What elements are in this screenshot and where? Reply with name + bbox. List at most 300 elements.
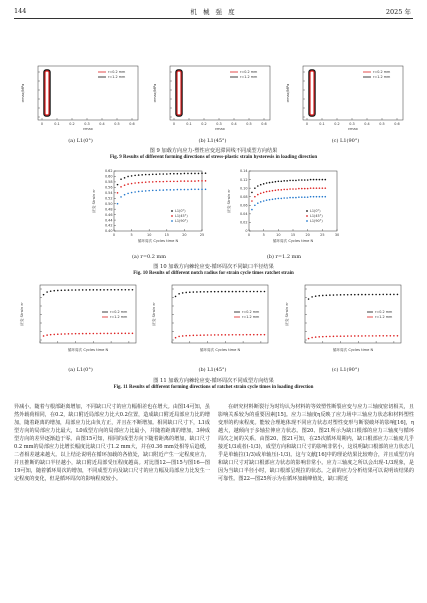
data-point <box>316 179 318 181</box>
data-point <box>257 194 259 196</box>
data-point <box>61 333 63 335</box>
data-point <box>333 336 335 338</box>
data-point <box>289 197 291 199</box>
data-point <box>278 198 280 200</box>
fig10b-caption: (b) r=1.2 mm <box>266 254 302 260</box>
x-tick-label: 0 <box>305 122 309 126</box>
data-point <box>228 291 230 293</box>
y-tick-label: 0.50 <box>104 201 113 206</box>
data-point <box>350 294 352 296</box>
x-tick-label: 0.1 <box>186 122 192 126</box>
data-point <box>114 333 116 335</box>
fig9c-caption: (c) L1(90°) <box>331 138 360 144</box>
data-point <box>173 173 175 175</box>
data-point <box>318 295 320 297</box>
data-point <box>201 180 203 182</box>
data-point <box>177 173 179 175</box>
data-point <box>131 183 133 185</box>
legend-label: L1(90°) <box>310 219 323 224</box>
data-point <box>260 291 262 293</box>
body-right-column <box>218 403 414 483</box>
legend-label: r=1.2 mm <box>375 315 393 320</box>
data-point <box>120 196 122 198</box>
x-tick-label: 0.3 <box>216 122 222 126</box>
data-point <box>117 192 119 194</box>
data-point <box>191 180 193 182</box>
data-point <box>196 334 198 336</box>
data-point <box>308 298 310 300</box>
data-point <box>71 289 73 291</box>
data-point <box>295 197 297 199</box>
data-point <box>257 202 259 204</box>
data-point <box>278 180 280 182</box>
data-point <box>298 196 300 198</box>
legend-label: r=1.2 mm <box>242 315 260 320</box>
data-point <box>316 187 318 189</box>
data-point <box>82 289 84 291</box>
data-point <box>194 188 196 190</box>
fig9b-caption: (b) L1(45°) <box>198 138 227 144</box>
x-tick-label: 0.6 <box>129 122 135 126</box>
data-point <box>201 172 203 174</box>
data-point <box>266 182 268 184</box>
data-point <box>225 334 227 336</box>
x-tick-label: 0.4 <box>364 122 370 126</box>
y-tick-label: 0.62 <box>104 169 113 174</box>
data-point <box>301 196 303 198</box>
data-point <box>266 191 268 193</box>
data-point <box>93 333 95 335</box>
legend-marker <box>171 220 173 222</box>
data-point <box>53 290 55 292</box>
data-point <box>71 333 73 335</box>
x-tick-label: 5 <box>262 233 265 237</box>
legend-label: L1(0°) <box>310 209 321 214</box>
x-tick-label: 20 <box>305 233 310 237</box>
data-point <box>148 174 150 176</box>
data-point <box>313 187 315 189</box>
data-point <box>382 335 384 337</box>
data-point <box>180 173 182 175</box>
data-point <box>138 191 140 193</box>
data-point <box>127 193 129 195</box>
data-point <box>57 290 59 292</box>
data-point <box>114 289 116 291</box>
data-point <box>187 189 189 191</box>
y-tick-label: 0.14 <box>239 169 248 174</box>
data-point <box>61 289 63 291</box>
legend-label-r1.2: r=1.2 mm <box>240 75 258 80</box>
y-tick-label: 0.08 <box>239 194 248 199</box>
data-point <box>319 179 321 181</box>
data-point <box>210 291 212 293</box>
data-point <box>85 333 87 335</box>
data-point <box>301 188 303 190</box>
fig11b-caption: (b) L1(45°) <box>198 367 227 373</box>
fig9-caption-en: Fig. 9 Results of different forming directions of stress-plastic strain hysteresis in loading direction <box>109 155 318 160</box>
data-point <box>283 197 285 199</box>
data-point <box>177 189 179 191</box>
data-point <box>189 335 191 337</box>
y-tick-label: 0.56 <box>104 185 113 190</box>
data-point <box>298 188 300 190</box>
x-tick-label: 0.4 <box>231 122 237 126</box>
data-point <box>365 294 367 296</box>
data-point <box>50 334 52 336</box>
data-point <box>125 289 127 291</box>
data-point <box>368 294 370 296</box>
data-point <box>386 294 388 296</box>
legend-label-r0.2: r=0.2 mm <box>240 70 258 75</box>
data-point <box>304 196 306 198</box>
data-point <box>117 184 119 186</box>
data-point <box>257 334 259 336</box>
data-point <box>307 179 309 181</box>
data-point <box>322 295 324 297</box>
data-point <box>304 179 306 181</box>
data-point <box>89 333 91 335</box>
data-point <box>210 334 212 336</box>
x-tick-label: 0.5 <box>114 122 120 126</box>
data-point <box>64 333 66 335</box>
data-point <box>286 197 288 199</box>
data-point <box>264 334 266 336</box>
legend-label: L1(45°) <box>310 214 323 219</box>
y-axis-label: σmax/MPa <box>21 83 25 103</box>
y-tick-label: 0.44 <box>104 218 113 223</box>
data-point <box>159 189 161 191</box>
data-point <box>203 334 205 336</box>
x-tick-label: 0.3 <box>84 122 90 126</box>
fig11-caption-en: Fig. 11 Results of different forming directions of ratchet strain cycle times in loading direction <box>113 385 314 390</box>
data-point <box>283 189 285 191</box>
data-point <box>201 188 203 190</box>
data-point <box>196 291 198 293</box>
data-point <box>134 175 136 177</box>
fig9a-caption: (a) L1(0°) <box>68 138 93 144</box>
legend-label-r1.2: r=1.2 mm <box>108 75 126 80</box>
data-point <box>313 196 315 198</box>
data-point <box>292 197 294 199</box>
y-axis-label: σmax/MPa <box>153 83 157 103</box>
data-point <box>253 334 255 336</box>
legend-marker <box>171 210 173 212</box>
data-point <box>354 294 356 296</box>
data-point <box>43 294 45 296</box>
data-point <box>336 335 338 337</box>
x-tick-label: 0.5 <box>379 122 385 126</box>
y-tick-label: 0.06 <box>239 203 248 208</box>
year: 2025 年 <box>385 8 411 16</box>
data-point <box>397 335 399 337</box>
data-point <box>162 181 164 183</box>
data-point <box>170 189 172 191</box>
loop-r0.2mm <box>45 71 49 115</box>
y-axis-label: σmax/MPa <box>286 83 290 103</box>
data-point <box>272 190 274 192</box>
data-point <box>131 175 133 177</box>
data-point <box>235 291 237 293</box>
y-tick-label: 0.46 <box>104 212 113 217</box>
data-point <box>260 201 262 203</box>
loop-r0.2mm <box>177 71 181 115</box>
data-point <box>390 335 392 337</box>
data-point <box>311 296 313 298</box>
data-point <box>225 291 227 293</box>
data-point <box>180 189 182 191</box>
data-point <box>134 182 136 184</box>
x-axis-label: 循环周次 Cycles time N <box>332 348 374 352</box>
data-point <box>313 179 315 181</box>
fig11-caption-cn: 图 11 加载方向棘轮应变-循环周次不同成型方向结果 <box>153 378 274 384</box>
data-point <box>141 182 143 184</box>
x-axis-label: εmax <box>348 127 358 131</box>
data-point <box>132 333 134 335</box>
data-point <box>131 192 133 194</box>
data-point <box>266 199 268 201</box>
data-point <box>103 333 105 335</box>
y-tick-label: 0.40 <box>104 229 113 234</box>
data-point <box>365 335 367 337</box>
data-point <box>307 196 309 198</box>
data-point <box>132 289 134 291</box>
data-point <box>128 289 130 291</box>
legend-label-r0.2: r=0.2 mm <box>373 70 391 75</box>
data-point <box>194 173 196 175</box>
data-point <box>379 335 381 337</box>
data-point <box>275 189 277 191</box>
x-tick-label: 0.3 <box>349 122 355 126</box>
data-point <box>170 181 172 183</box>
data-point <box>166 189 168 191</box>
data-point <box>232 334 234 336</box>
data-point <box>93 289 95 291</box>
data-point <box>110 289 112 291</box>
legend-label-r0.2: r=0.2 mm <box>108 70 126 75</box>
x-tick-label: 0.6 <box>261 122 267 126</box>
data-point <box>235 334 237 336</box>
data-point <box>182 292 184 294</box>
x-tick-label: 30 <box>334 233 340 237</box>
data-point <box>85 289 87 291</box>
data-point <box>124 194 126 196</box>
body-left-paragraph: 异减小。随着与根部距离增加，不同缺口尺寸的应力幅相差也在增大。由图14可知，虽然外载荷相同，在0.2，缺口附近局部应力比大0.2位置，造成缺口附近局部应力比的增加，随着距离的增加，局部应力比由负方正，并且在不断增加。相同缺口尺寸下，L1成型方向的局部应力比最大，L0成型方向的局部应力比最小，并随着距离的增加，3种成型方向的差异逐渐趋于零。由图15可知，相同的成型方向下随着距离的增加，缺口尺寸0.2 mm的局部应力比增长幅度比缺口尺寸1.2 mm大，并在0.36 mm处相等后趋缓，二者相差越来越大。以上结论说明在循环加载的各值处，缺口附近产生一定程度应力，并且推断的缺口半径越小，缺口附近局部受压程度越高。对比图12—图15与图16—图19可知，随着循环周次的增加，不同成型方向及缺口尺寸的应力幅及局部应力比发生一定程度的变化，但是循环周次的影响程度较小。 <box>14 404 210 483</box>
data-point <box>278 189 280 191</box>
x-tick-label: 0 <box>40 122 44 126</box>
data-point <box>263 200 265 202</box>
y-axis-label: 应变 Strain εr <box>227 189 231 213</box>
y-tick-label: 0 <box>245 229 248 234</box>
data-point <box>198 173 200 175</box>
data-point <box>239 334 241 336</box>
data-point <box>329 336 331 338</box>
data-point <box>189 291 191 293</box>
data-point <box>260 334 262 336</box>
data-point <box>125 333 127 335</box>
y-axis-label: 应变 Strain εr <box>285 302 289 326</box>
data-point <box>117 333 119 335</box>
legend-marker <box>306 215 308 217</box>
data-point <box>162 173 164 175</box>
fig10a-plot <box>90 168 208 250</box>
data-point <box>246 334 248 336</box>
data-point <box>75 333 77 335</box>
legend-label: r=0.2 mm <box>375 310 393 315</box>
data-point <box>358 335 360 337</box>
data-point <box>145 181 147 183</box>
data-point <box>301 179 303 181</box>
data-point <box>311 337 313 339</box>
data-point <box>228 334 230 336</box>
data-point <box>289 188 291 190</box>
data-point <box>372 335 374 337</box>
x-tick-label: 10 <box>276 233 281 237</box>
fig10b-plot <box>225 168 343 250</box>
y-tick-label: 0.02 <box>239 220 248 225</box>
fig9a-plot <box>18 62 143 134</box>
data-point <box>152 190 154 192</box>
fig10-caption-en: Fig. 10 Results of different notch radius for strain cycle times ratchet strain <box>133 271 294 276</box>
data-point <box>393 294 395 296</box>
data-point <box>180 180 182 182</box>
data-point <box>200 291 202 293</box>
data-point <box>43 335 45 337</box>
x-tick-label: 25 <box>320 233 325 237</box>
data-point <box>145 190 147 192</box>
data-point <box>184 189 186 191</box>
data-point <box>162 189 164 191</box>
data-point <box>329 294 331 296</box>
x-axis-label: 循环周次 Cycles time N <box>199 348 241 352</box>
data-point <box>368 335 370 337</box>
data-point <box>68 289 70 291</box>
data-point <box>322 196 324 198</box>
body-right-paragraph: 在研究材料断裂行为时均认为材料的等效塑性断裂应变与应力三轴度密切相关，且影响关系较为的重要因素[15]。应力三轴度η反映了应力场中三轴应力状态和材料塑性变形的约束程度。能较合理地体现不同应力状态对塑性变形与断裂破坏的影响[16]，η越大，越倾向于多轴拉伸应力状态。图20、图21所示为缺口根部的应力三轴度与循环周次之间的关系。由图20、图21可知，在25次循环周期内，缺口根部应力三轴度几乎接近1/3或者(-1/3)，成型方向和缺口尺寸的影响非常小，这说明缺口根部的应力状态几乎是单轴拉(1/3)或单轴压(-1/3)。这与文献[16]中的理论结果比较吻合，并且成型方向和缺口尺寸对缺口根部应力状态的影响非常小。应力三轴度之所以会出现-1/3现象，是因为当缺口半径小时，缺口根部呈现拉的状态。之前的应力分析结果可以说明该结果的可靠性。图22—图25所示为在循环加载峰值处，缺口附近 <box>218 404 414 483</box>
data-point <box>117 203 119 205</box>
data-point <box>310 179 312 181</box>
data-point <box>78 289 80 291</box>
data-point <box>242 291 244 293</box>
data-point <box>175 296 177 298</box>
data-point <box>141 174 143 176</box>
data-point <box>148 181 150 183</box>
data-point <box>178 336 180 338</box>
data-point <box>75 289 77 291</box>
x-tick-label: 5 <box>130 233 133 237</box>
fig11b-plot <box>150 282 275 364</box>
data-point <box>246 291 248 293</box>
data-point <box>324 196 326 198</box>
data-point <box>207 291 209 293</box>
data-point <box>375 294 377 296</box>
data-point <box>57 333 59 335</box>
data-point <box>315 295 317 297</box>
data-point <box>295 188 297 190</box>
data-point <box>322 336 324 338</box>
page-number: 144 <box>14 7 27 15</box>
data-point <box>275 181 277 183</box>
legend-label-r1.2: r=1.2 mm <box>373 75 391 80</box>
data-point <box>110 333 112 335</box>
data-point <box>304 188 306 190</box>
data-point <box>295 180 297 182</box>
data-point <box>319 196 321 198</box>
data-point <box>182 335 184 337</box>
data-point <box>298 179 300 181</box>
data-point <box>159 181 161 183</box>
x-tick-label: 25 <box>199 233 205 237</box>
y-tick-label: 0.48 <box>104 207 113 212</box>
data-point <box>127 183 129 185</box>
data-point <box>269 190 271 192</box>
data-point <box>141 190 143 192</box>
y-tick-label: 0.04 <box>239 212 248 217</box>
data-point <box>286 189 288 191</box>
data-point <box>200 334 202 336</box>
data-point <box>185 335 187 337</box>
data-point <box>253 291 255 293</box>
x-tick-label: 0.2 <box>201 122 207 126</box>
data-point <box>152 181 154 183</box>
data-point <box>272 198 274 200</box>
fig9-caption-cn: 图 9 加载方向应力-塑性应变迟滞回线不同成型方向结果 <box>149 148 278 154</box>
data-point <box>103 289 105 291</box>
data-point <box>322 187 324 189</box>
data-point <box>347 294 349 296</box>
data-point <box>82 333 84 335</box>
data-point <box>292 180 294 182</box>
data-point <box>319 187 321 189</box>
x-tick-label: 0 <box>112 233 116 237</box>
y-tick-label: 0.58 <box>104 180 113 185</box>
data-point <box>205 172 207 174</box>
data-point <box>121 333 123 335</box>
data-point <box>358 294 360 296</box>
data-point <box>354 335 356 337</box>
data-point <box>379 294 381 296</box>
data-point <box>177 181 179 183</box>
data-point <box>386 335 388 337</box>
data-point <box>178 293 180 295</box>
data-point <box>308 338 310 340</box>
body-left-column <box>14 403 210 483</box>
data-point <box>280 198 282 200</box>
data-point <box>269 199 271 201</box>
x-tick-label: 0.4 <box>99 122 105 126</box>
legend-label: r=0.2 mm <box>110 310 128 315</box>
header-rule <box>14 18 413 19</box>
data-point <box>194 180 196 182</box>
data-point <box>375 335 377 337</box>
legend-label: L1(45°) <box>175 214 188 219</box>
data-point <box>286 180 288 182</box>
data-point <box>121 289 123 291</box>
data-point <box>64 289 66 291</box>
data-point <box>249 334 251 336</box>
x-tick-label: 10 <box>147 233 152 237</box>
data-point <box>254 196 256 198</box>
data-point <box>152 173 154 175</box>
data-point <box>155 173 157 175</box>
legend-marker <box>306 220 308 222</box>
legend-label: r=1.2 mm <box>110 315 128 320</box>
data-point <box>264 291 266 293</box>
data-point <box>254 204 256 206</box>
x-tick-label: 0.2 <box>69 122 75 126</box>
legend-marker <box>306 210 308 212</box>
data-point <box>397 294 399 296</box>
data-point <box>214 334 216 336</box>
